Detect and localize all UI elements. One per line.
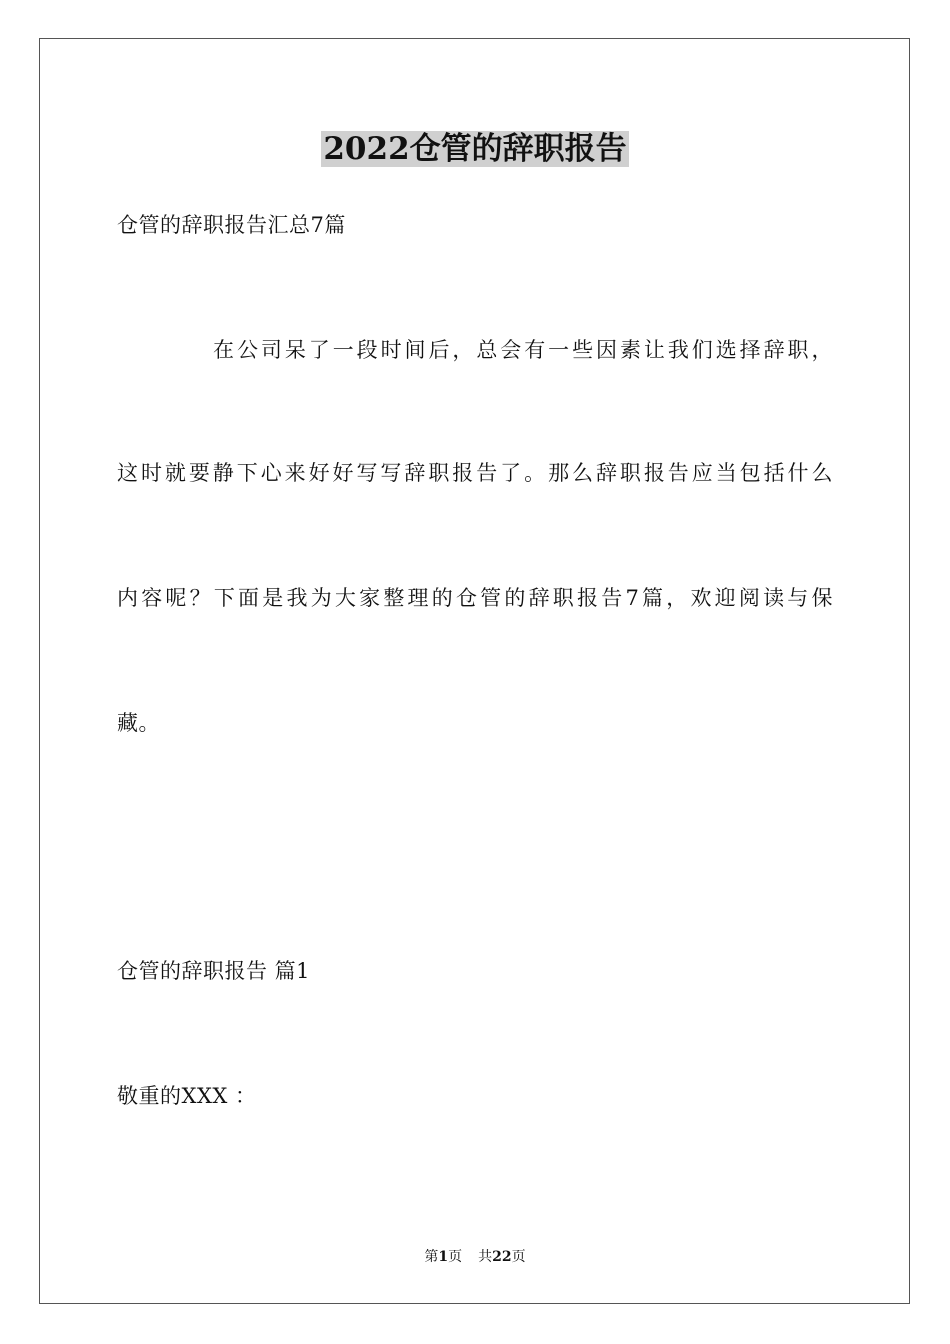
footer-total-prefix: 共 xyxy=(478,1249,493,1265)
footer-total-suffix: 页 xyxy=(511,1249,526,1265)
footer-page-suffix: 页 xyxy=(448,1249,463,1265)
footer-page-number: 1 xyxy=(438,1249,449,1265)
footer-page-prefix: 第 xyxy=(424,1249,439,1265)
intro-line-4: 藏。 xyxy=(117,711,160,735)
page-footer xyxy=(0,1247,950,1267)
salutation: 敬重的XXX ： xyxy=(117,1084,257,1108)
intro-line-3: 内容呢？下面是我为大家整理的仓管的辞职报告7篇，欢迎阅读与保 xyxy=(117,586,833,610)
intro-line-1: 在公司呆了一段时间后，总会有一些因素让我们选择辞职， xyxy=(213,338,833,362)
document-title xyxy=(0,128,950,170)
document-title-text: 2022仓管的辞职报告 xyxy=(323,131,627,167)
document-subtitle: 仓管的辞职报告汇总7篇 xyxy=(117,213,346,237)
section-heading: 仓管的辞职报告 篇1 xyxy=(117,959,311,983)
footer-total-pages: 22 xyxy=(492,1249,512,1265)
intro-line-2: 这时就要静下心来好好写写辞职报告了。那么辞职报告应当包括什么 xyxy=(117,461,833,485)
